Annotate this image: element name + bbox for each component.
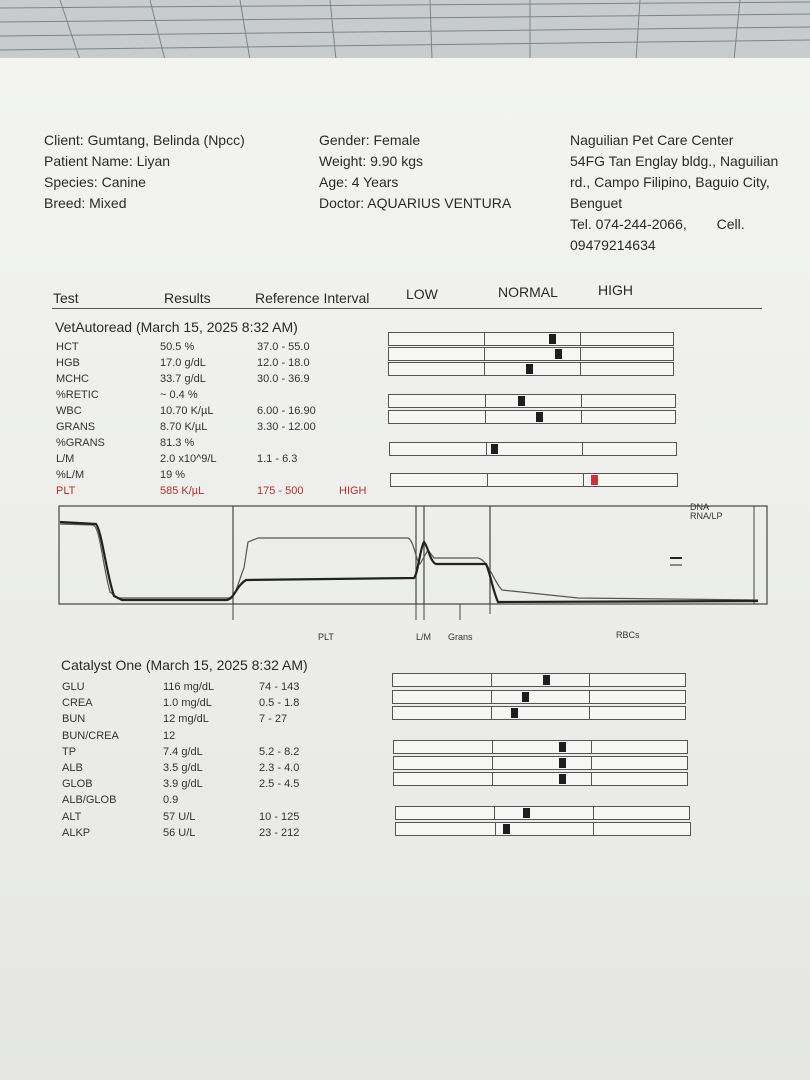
test-result: 3.9 g/dL xyxy=(163,778,203,791)
range-bar-tp xyxy=(393,740,688,754)
range-divider xyxy=(487,474,488,486)
test-name: ALKP xyxy=(62,826,91,839)
result-flag: HIGH xyxy=(339,485,367,497)
range-marker xyxy=(549,334,556,344)
range-divider xyxy=(589,691,590,703)
test-name: MCHC xyxy=(56,373,89,385)
range-divider xyxy=(589,707,590,719)
breed: Breed: Mixed xyxy=(44,195,127,211)
species: Species: Canine xyxy=(44,174,146,190)
test-name: GLOB xyxy=(62,778,93,791)
test-result: 33.7 g/dL xyxy=(160,373,206,385)
range-marker xyxy=(511,708,518,718)
range-bar-mchc xyxy=(388,362,674,376)
range-marker xyxy=(559,758,566,768)
range-divider xyxy=(581,411,582,423)
test-result: 8.70 K/µL xyxy=(160,421,208,433)
reference-interval: 6.00 - 16.90 xyxy=(257,405,316,417)
range-marker xyxy=(522,692,529,702)
range-divider xyxy=(492,773,493,785)
range-divider xyxy=(580,363,581,375)
range-marker xyxy=(526,364,533,374)
col-test: Test xyxy=(53,290,79,306)
range-marker xyxy=(518,396,525,406)
reference-interval: 2.3 - 4.0 xyxy=(259,762,300,774)
range-divider xyxy=(495,823,496,835)
range-divider xyxy=(593,807,594,819)
reference-interval: 0.5 - 1.8 xyxy=(259,697,300,710)
range-divider xyxy=(580,348,581,360)
test-name: CREA xyxy=(62,697,93,710)
test-result: 0.9 xyxy=(163,794,179,807)
range-bar-plt xyxy=(390,473,678,487)
reference-interval: 30.0 - 36.9 xyxy=(257,373,310,385)
range-bar-alkp xyxy=(395,822,691,836)
reference-interval: 7 - 27 xyxy=(259,713,288,726)
reference-interval: 1.1 - 6.3 xyxy=(257,453,298,465)
range-divider xyxy=(484,348,485,360)
reference-interval: 23 - 212 xyxy=(259,826,300,839)
test-name: L/M xyxy=(56,453,75,465)
range-marker xyxy=(523,808,530,818)
range-marker xyxy=(491,444,498,454)
range-bar-crea xyxy=(392,690,686,704)
test-result: 17.0 g/dL xyxy=(160,357,206,369)
range-marker xyxy=(543,675,550,685)
col-reference: Reference Interval xyxy=(255,290,370,306)
test-name: %RETIC xyxy=(56,389,99,401)
histogram xyxy=(58,502,770,652)
test-name: PLT xyxy=(56,485,76,497)
test-name: GRANS xyxy=(56,421,96,433)
col-results: Results xyxy=(164,290,211,306)
range-bar-bun xyxy=(392,706,686,720)
histogram-curve-rnalp xyxy=(60,524,758,600)
range-divider xyxy=(591,773,592,785)
range-divider xyxy=(485,395,486,407)
patient-name: Patient Name: Liyan xyxy=(44,153,171,169)
range-marker xyxy=(536,412,543,422)
range-divider xyxy=(582,443,583,455)
range-divider xyxy=(491,707,492,719)
range-bar-lm xyxy=(389,442,677,456)
test-result: 1.0 mg/dL xyxy=(163,697,212,710)
test-result: 116 mg/dL xyxy=(163,681,215,693)
range-divider xyxy=(492,757,493,769)
clinic-name: Naguilian Pet Care Center xyxy=(570,132,734,148)
legend-rnalp: RNA/LP xyxy=(690,511,723,521)
test-name: %L/M xyxy=(56,469,85,481)
test-name: GLU xyxy=(62,681,85,693)
histogram-frame xyxy=(59,506,767,604)
test-name: WBC xyxy=(56,405,82,417)
range-divider xyxy=(491,691,492,703)
test-name: HCT xyxy=(56,341,79,353)
reference-interval: 175 - 500 xyxy=(257,485,304,497)
reference-interval: 10 - 125 xyxy=(259,810,300,823)
test-result: 12 xyxy=(163,729,176,742)
range-divider xyxy=(492,741,493,753)
col-low: LOW xyxy=(406,286,438,302)
test-result: 50.5 % xyxy=(160,341,195,353)
range-divider xyxy=(494,807,495,819)
lab-report-paper xyxy=(0,58,810,1080)
clinic-phone: Tel. 074-244-2066, xyxy=(570,216,687,232)
test-name: ALB/GLOB xyxy=(62,794,117,807)
test-result: 57 U/L xyxy=(163,810,196,823)
range-divider xyxy=(484,363,485,375)
test-result: 56 U/L xyxy=(163,826,196,839)
range-divider xyxy=(485,411,486,423)
range-bar-grans xyxy=(388,410,676,424)
range-marker xyxy=(559,742,566,752)
histogram-label-lm: L/M xyxy=(416,632,432,642)
test-name: BUN xyxy=(62,713,86,726)
range-divider xyxy=(491,674,492,686)
test-result: 585 K/µL xyxy=(160,485,205,497)
clinic-cell: 09479214634 xyxy=(570,237,656,253)
range-divider xyxy=(583,474,584,486)
clinic-cell-label: Cell. xyxy=(716,216,745,232)
histogram-label-rbcs: RBCs xyxy=(616,630,640,640)
gender: Gender: Female xyxy=(319,132,421,148)
range-divider xyxy=(486,443,487,455)
col-high: HIGH xyxy=(598,282,633,298)
range-marker xyxy=(555,349,562,359)
patient-info xyxy=(44,130,245,214)
range-bar-glob xyxy=(393,772,688,786)
test-result: 10.70 K/µL xyxy=(160,405,214,417)
clinic-info xyxy=(570,130,800,256)
test-name: ALT xyxy=(62,810,82,823)
test-name: BUN/CREA xyxy=(62,729,119,742)
reference-interval: 3.30 - 12.00 xyxy=(257,421,316,433)
range-bar-alt xyxy=(395,806,690,820)
histogram-curve-dna xyxy=(60,522,758,602)
histogram-label-plt: PLT xyxy=(318,632,334,642)
vetautoread-title: VetAutoread (March 15, 2025 8:32 AM) xyxy=(55,319,298,335)
clinic-phone-line xyxy=(570,214,800,235)
client-name: Client: Gumtang, Belinda (Npcc) xyxy=(44,132,245,148)
histogram-label-grans: Grans xyxy=(448,632,473,642)
range-divider xyxy=(484,333,485,345)
weight: Weight: 9.90 kgs xyxy=(319,153,424,169)
range-bar-hct xyxy=(388,332,674,346)
test-name: ALB xyxy=(62,762,83,774)
age: Age: 4 Years xyxy=(319,174,399,190)
range-marker xyxy=(503,824,510,834)
range-marker xyxy=(591,475,598,485)
test-result: 2.0 x10^9/L xyxy=(160,453,217,465)
range-divider xyxy=(593,823,594,835)
reference-interval: 2.5 - 4.5 xyxy=(259,778,300,791)
range-divider xyxy=(591,741,592,753)
test-result: 12 mg/dL xyxy=(163,713,209,726)
catalyst-title: Catalyst One (March 15, 2025 8:32 AM) xyxy=(61,657,308,673)
range-bar-hgb xyxy=(388,347,674,361)
reference-interval: 74 - 143 xyxy=(259,681,300,693)
legend-dna: DNA xyxy=(690,502,710,512)
doctor: Doctor: AQUARIUS VENTURA xyxy=(319,195,512,211)
range-divider xyxy=(580,333,581,345)
range-divider xyxy=(589,674,590,686)
range-divider xyxy=(591,757,592,769)
range-bar-wbc xyxy=(388,394,676,408)
header-divider xyxy=(52,308,762,309)
test-result: 81.3 % xyxy=(160,437,195,449)
test-name: TP xyxy=(62,745,77,758)
range-bar-alb xyxy=(393,756,688,770)
test-name: HGB xyxy=(56,357,80,369)
clinic-address: 54FG Tan Englay bldg., Naguilian rd., Campo Filipino, Baguio City, Benguet xyxy=(570,153,779,211)
reference-interval: 37.0 - 55.0 xyxy=(257,341,310,353)
test-result: 3.5 g/dL xyxy=(163,762,203,774)
test-name: %GRANS xyxy=(56,437,105,449)
range-divider xyxy=(581,395,582,407)
reference-interval: 5.2 - 8.2 xyxy=(259,745,300,758)
patient-details xyxy=(319,130,511,214)
col-normal: NORMAL xyxy=(498,284,558,300)
range-bar-glu xyxy=(392,673,686,687)
test-result: 19 % xyxy=(160,469,186,481)
test-result: ~ 0.4 % xyxy=(160,389,198,401)
test-result: 7.4 g/dL xyxy=(163,745,203,758)
reference-interval: 12.0 - 18.0 xyxy=(257,357,310,369)
range-marker xyxy=(559,774,566,784)
